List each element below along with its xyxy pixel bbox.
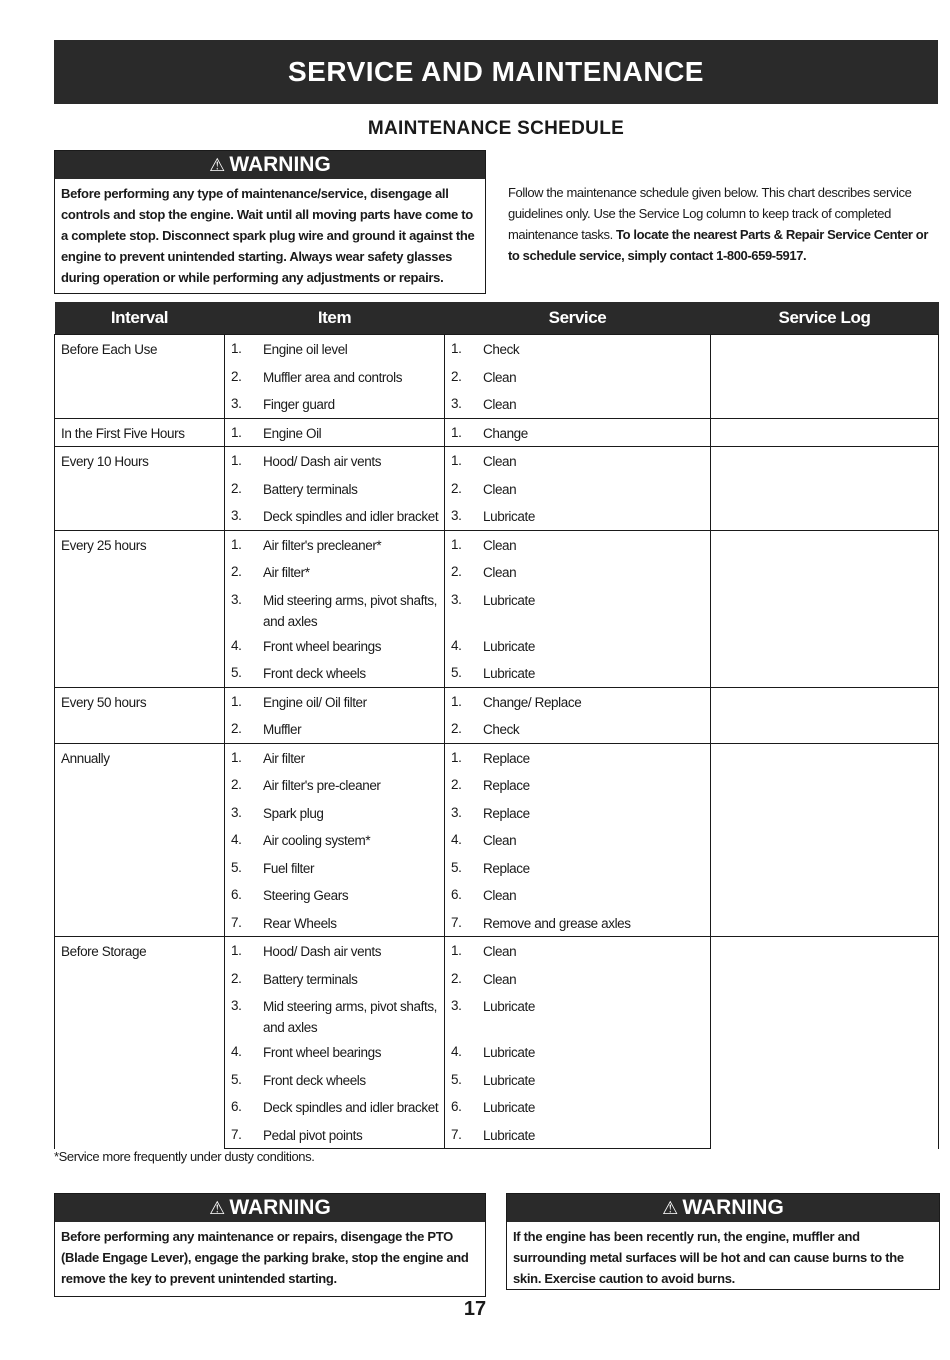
item-text: Hood/ Dash air vents [263,944,382,959]
row-number: 1. [231,341,242,356]
row-number: 1. [231,424,242,440]
row-number: 1. [451,693,462,709]
interval-cell [55,418,225,447]
intro-paragraph [508,182,938,266]
interval-label: In the First Five Hours [61,425,185,441]
item-cell [225,799,445,827]
row-number: 2. [231,480,242,496]
row-number: 3. [231,998,242,1013]
item-cell [225,771,445,799]
table-row [55,743,939,771]
service-cell [445,854,711,882]
interval-cell [55,743,225,937]
service-log-cell[interactable] [711,743,939,937]
row-number: 3. [451,396,462,411]
item-cell [225,1121,445,1149]
row-number: 4. [231,832,242,847]
table-row [55,530,939,558]
item-text: Engine Oil [263,425,322,441]
service-log-cell[interactable] [711,447,939,531]
item-text: Engine oil/ Oil filter [263,694,367,710]
warning-header [507,1194,939,1222]
warning-box-top [54,150,486,294]
row-number: 6. [231,1099,242,1114]
service-log-cell[interactable] [711,530,939,687]
row-number: 6. [451,1099,462,1114]
item-text: Air filter's pre-cleaner [263,778,381,793]
item-text: Front deck wheels [263,666,366,681]
section-title: MAINTENANCE SCHEDULE [367,118,625,139]
service-cell [445,335,711,363]
intro-text: Follow the maintenance schedule given below. This chart describes service guidelines only. Use the Service Log column to keep track of completed maintenance tasks. [508,185,912,242]
item-cell [225,1093,445,1121]
row-number: 3. [231,396,242,411]
item-text: Mid steering arms, pivot shafts, and axles [263,592,438,629]
row-number: 5. [451,665,462,680]
service-cell [445,965,711,993]
item-cell [225,447,445,475]
row-number: 1. [231,536,242,552]
interval-label: Every 50 hours [61,694,147,710]
item-text: Deck spindles and idler bracket [263,509,439,524]
service-text: Lubricate [483,1045,535,1060]
service-cell [445,826,711,854]
item-text: Air filter [263,750,305,766]
service-text: Clean [483,537,517,553]
service-text: Lubricate [483,666,535,681]
row-number: 2. [451,721,462,736]
table-row [55,418,939,447]
item-text: Hood/ Dash air vents [263,454,382,469]
row-number: 3. [231,804,242,820]
item-cell [225,659,445,687]
service-cell [445,558,711,586]
service-text: Lubricate [483,592,535,608]
item-cell [225,854,445,882]
warning-box-bottom-left [54,1193,486,1297]
item-text: Pedal pivot points [263,1127,363,1143]
row-number: 7. [451,914,462,930]
row-number: 1. [451,424,462,440]
service-log-cell[interactable] [711,937,939,1149]
service-text: Replace [483,805,530,821]
row-number: 4. [451,637,462,653]
warning-triangle-icon: ⚠ [662,1198,679,1218]
service-cell [445,475,711,503]
service-cell [445,1121,711,1149]
item-text: Fuel filter [263,860,315,876]
service-text: Change/ Replace [483,694,582,710]
service-cell [445,1038,711,1066]
item-text: Spark plug [263,805,324,821]
item-cell [225,909,445,937]
service-cell [445,881,711,909]
warning-text: If the engine has been recently run, the engine, muffler and surrounding metal surfaces will be hot and can cause burns to the skin. Exercise caution to avoid burns. [513,1229,904,1286]
row-number: 7. [231,1126,242,1142]
item-cell [225,418,445,447]
service-text: Clean [483,454,517,469]
service-cell [445,687,711,715]
service-log-cell[interactable] [711,335,939,419]
item-text: Rear Wheels [263,915,337,931]
table-row [55,447,939,475]
row-number: 5. [231,1071,242,1087]
table-row [55,687,939,715]
warning-header [55,151,485,179]
service-text: Check [483,722,520,737]
header-item: Item [225,302,445,335]
table-row [55,335,939,363]
service-text: Clean [483,888,517,903]
item-cell [225,586,445,632]
item-cell [225,687,445,715]
item-cell [225,743,445,771]
item-cell [225,965,445,993]
interval-cell [55,447,225,531]
row-number: 2. [231,368,242,384]
service-text: Lubricate [483,1072,535,1088]
service-text: Lubricate [483,1100,535,1115]
service-cell [445,937,711,965]
service-text: Lubricate [483,509,535,524]
service-cell [445,992,711,1038]
row-number: 1. [451,943,462,958]
row-number: 1. [451,341,462,356]
row-number: 2. [451,368,462,384]
row-number: 5. [231,859,242,875]
item-cell [225,937,445,965]
item-text: Steering Gears [263,888,349,903]
service-text: Replace [483,750,530,766]
table-body [55,335,939,1149]
service-text: Change [483,425,528,441]
intro-contact: To locate the nearest Parts & Repair Service Center or to schedule service, simply contact 1-800-659-5917. [508,227,928,263]
item-text: Deck spindles and idler bracket [263,1100,439,1115]
footnote: *Service more frequently under dusty conditions. [54,1149,315,1164]
warning-label: WARNING [682,1196,784,1219]
row-number: 5. [231,665,242,680]
service-cell [445,771,711,799]
service-text: Lubricate [483,638,535,654]
service-cell [445,632,711,660]
item-cell [225,558,445,586]
service-cell [445,799,711,827]
row-number: 3. [451,508,462,523]
warning-label: WARNING [229,153,331,176]
service-log-cell[interactable] [711,687,939,743]
item-text: Front wheel bearings [263,1045,382,1060]
row-number: 1. [451,536,462,552]
item-cell [225,826,445,854]
item-cell [225,475,445,503]
row-number: 1. [451,749,462,765]
row-number: 3. [231,591,242,607]
page-banner: SERVICE AND MAINTENANCE [54,40,938,104]
service-text: Replace [483,860,530,876]
warning-triangle-icon: ⚠ [209,155,226,175]
service-text: Clean [483,481,517,497]
table-row [55,937,939,965]
row-number: 2. [451,970,462,986]
row-number: 2. [231,777,242,792]
row-number: 2. [231,970,242,986]
service-text: Check [483,342,520,357]
service-text: Clean [483,833,517,848]
service-cell [445,418,711,447]
service-cell [445,715,711,743]
service-text: Clean [483,397,517,412]
item-text: Front wheel bearings [263,638,382,654]
interval-cell [55,687,225,743]
service-cell [445,1093,711,1121]
warning-header [55,1194,485,1222]
row-number: 1. [231,693,242,709]
header-service-log: Service Log [711,302,939,335]
service-cell [445,659,711,687]
item-cell [225,881,445,909]
service-text: Clean [483,944,517,959]
service-cell [445,502,711,530]
item-text: Front deck wheels [263,1072,366,1088]
service-text: Lubricate [483,1127,535,1143]
row-number: 2. [451,480,462,496]
item-cell [225,530,445,558]
service-cell [445,586,711,632]
interval-label: Every 10 Hours [61,454,149,469]
item-cell [225,390,445,418]
item-text: Mid steering arms, pivot shafts, and axles [263,999,438,1035]
service-cell [445,1066,711,1094]
service-cell [445,909,711,937]
row-number: 7. [451,1126,462,1142]
page-number: 17 [463,1298,487,1320]
service-cell [445,363,711,391]
service-cell [445,530,711,558]
interval-label: Before Each Use [61,342,158,357]
service-text: Clean [483,971,517,987]
service-cell [445,743,711,771]
item-text: Muffler [263,722,302,737]
row-number: 2. [231,564,242,579]
header-interval: Interval [55,302,225,335]
warning-triangle-icon: ⚠ [209,1198,226,1218]
table-header-row [55,302,939,335]
item-text: Battery terminals [263,481,358,497]
service-text: Clean [483,369,517,385]
item-text: Air cooling system* [263,833,371,848]
interval-label: Before Storage [61,944,147,959]
item-text: Muffler area and controls [263,369,403,385]
row-number: 1. [451,453,462,468]
row-number: 7. [231,914,242,930]
warning-text: Before performing any maintenance or repairs, disengage the PTO (Blade Engage Lever), engage the parking brake, stop the engine and remove the key to prevent unintended starting. [61,1229,469,1286]
row-number: 3. [231,508,242,523]
row-number: 4. [451,1044,462,1059]
interval-cell [55,530,225,687]
item-cell [225,632,445,660]
service-text: Replace [483,778,530,793]
row-number: 1. [231,943,242,958]
row-number: 1. [231,453,242,468]
row-number: 2. [451,564,462,579]
header-service: Service [445,302,711,335]
row-number: 2. [231,721,242,736]
row-number: 3. [451,591,462,607]
interval-cell [55,335,225,419]
item-text: Finger guard [263,397,335,412]
service-text: Clean [483,565,517,580]
row-number: 4. [231,1044,242,1059]
item-cell [225,335,445,363]
item-cell [225,992,445,1038]
service-cell [445,390,711,418]
warning-label: WARNING [229,1196,331,1219]
row-number: 3. [451,998,462,1013]
item-text: Air filter* [263,565,310,580]
service-cell [445,447,711,475]
row-number: 6. [231,887,242,902]
maintenance-schedule-table [54,302,939,1149]
row-number: 3. [451,804,462,820]
item-text: Battery terminals [263,971,358,987]
warning-text: Before performing any type of maintenance/service, disengage all controls and stop the engine. Wait until all moving parts have come to a complete stop. Disconnect spark plug wire and ground it against the engine to prevent unintended starting. Always wear safety glasses during operation or while performing any adjustments or repairs. [61,186,475,285]
warning-box-bottom-right [506,1193,940,1290]
item-cell [225,502,445,530]
row-number: 4. [451,832,462,847]
row-number: 5. [451,1071,462,1087]
item-cell [225,715,445,743]
interval-label: Annually [61,750,110,766]
interval-cell [55,937,225,1149]
item-cell [225,1066,445,1094]
row-number: 2. [451,777,462,792]
service-text: Remove and grease axles [483,915,631,931]
row-number: 5. [451,859,462,875]
item-cell [225,1038,445,1066]
item-text: Air filter's precleaner* [263,537,382,553]
item-text: Engine oil level [263,342,348,357]
service-text: Lubricate [483,999,535,1014]
interval-label: Every 25 hours [61,537,147,553]
row-number: 1. [231,749,242,765]
row-number: 6. [451,887,462,902]
item-cell [225,363,445,391]
row-number: 4. [231,637,242,653]
service-log-cell[interactable] [711,418,939,447]
